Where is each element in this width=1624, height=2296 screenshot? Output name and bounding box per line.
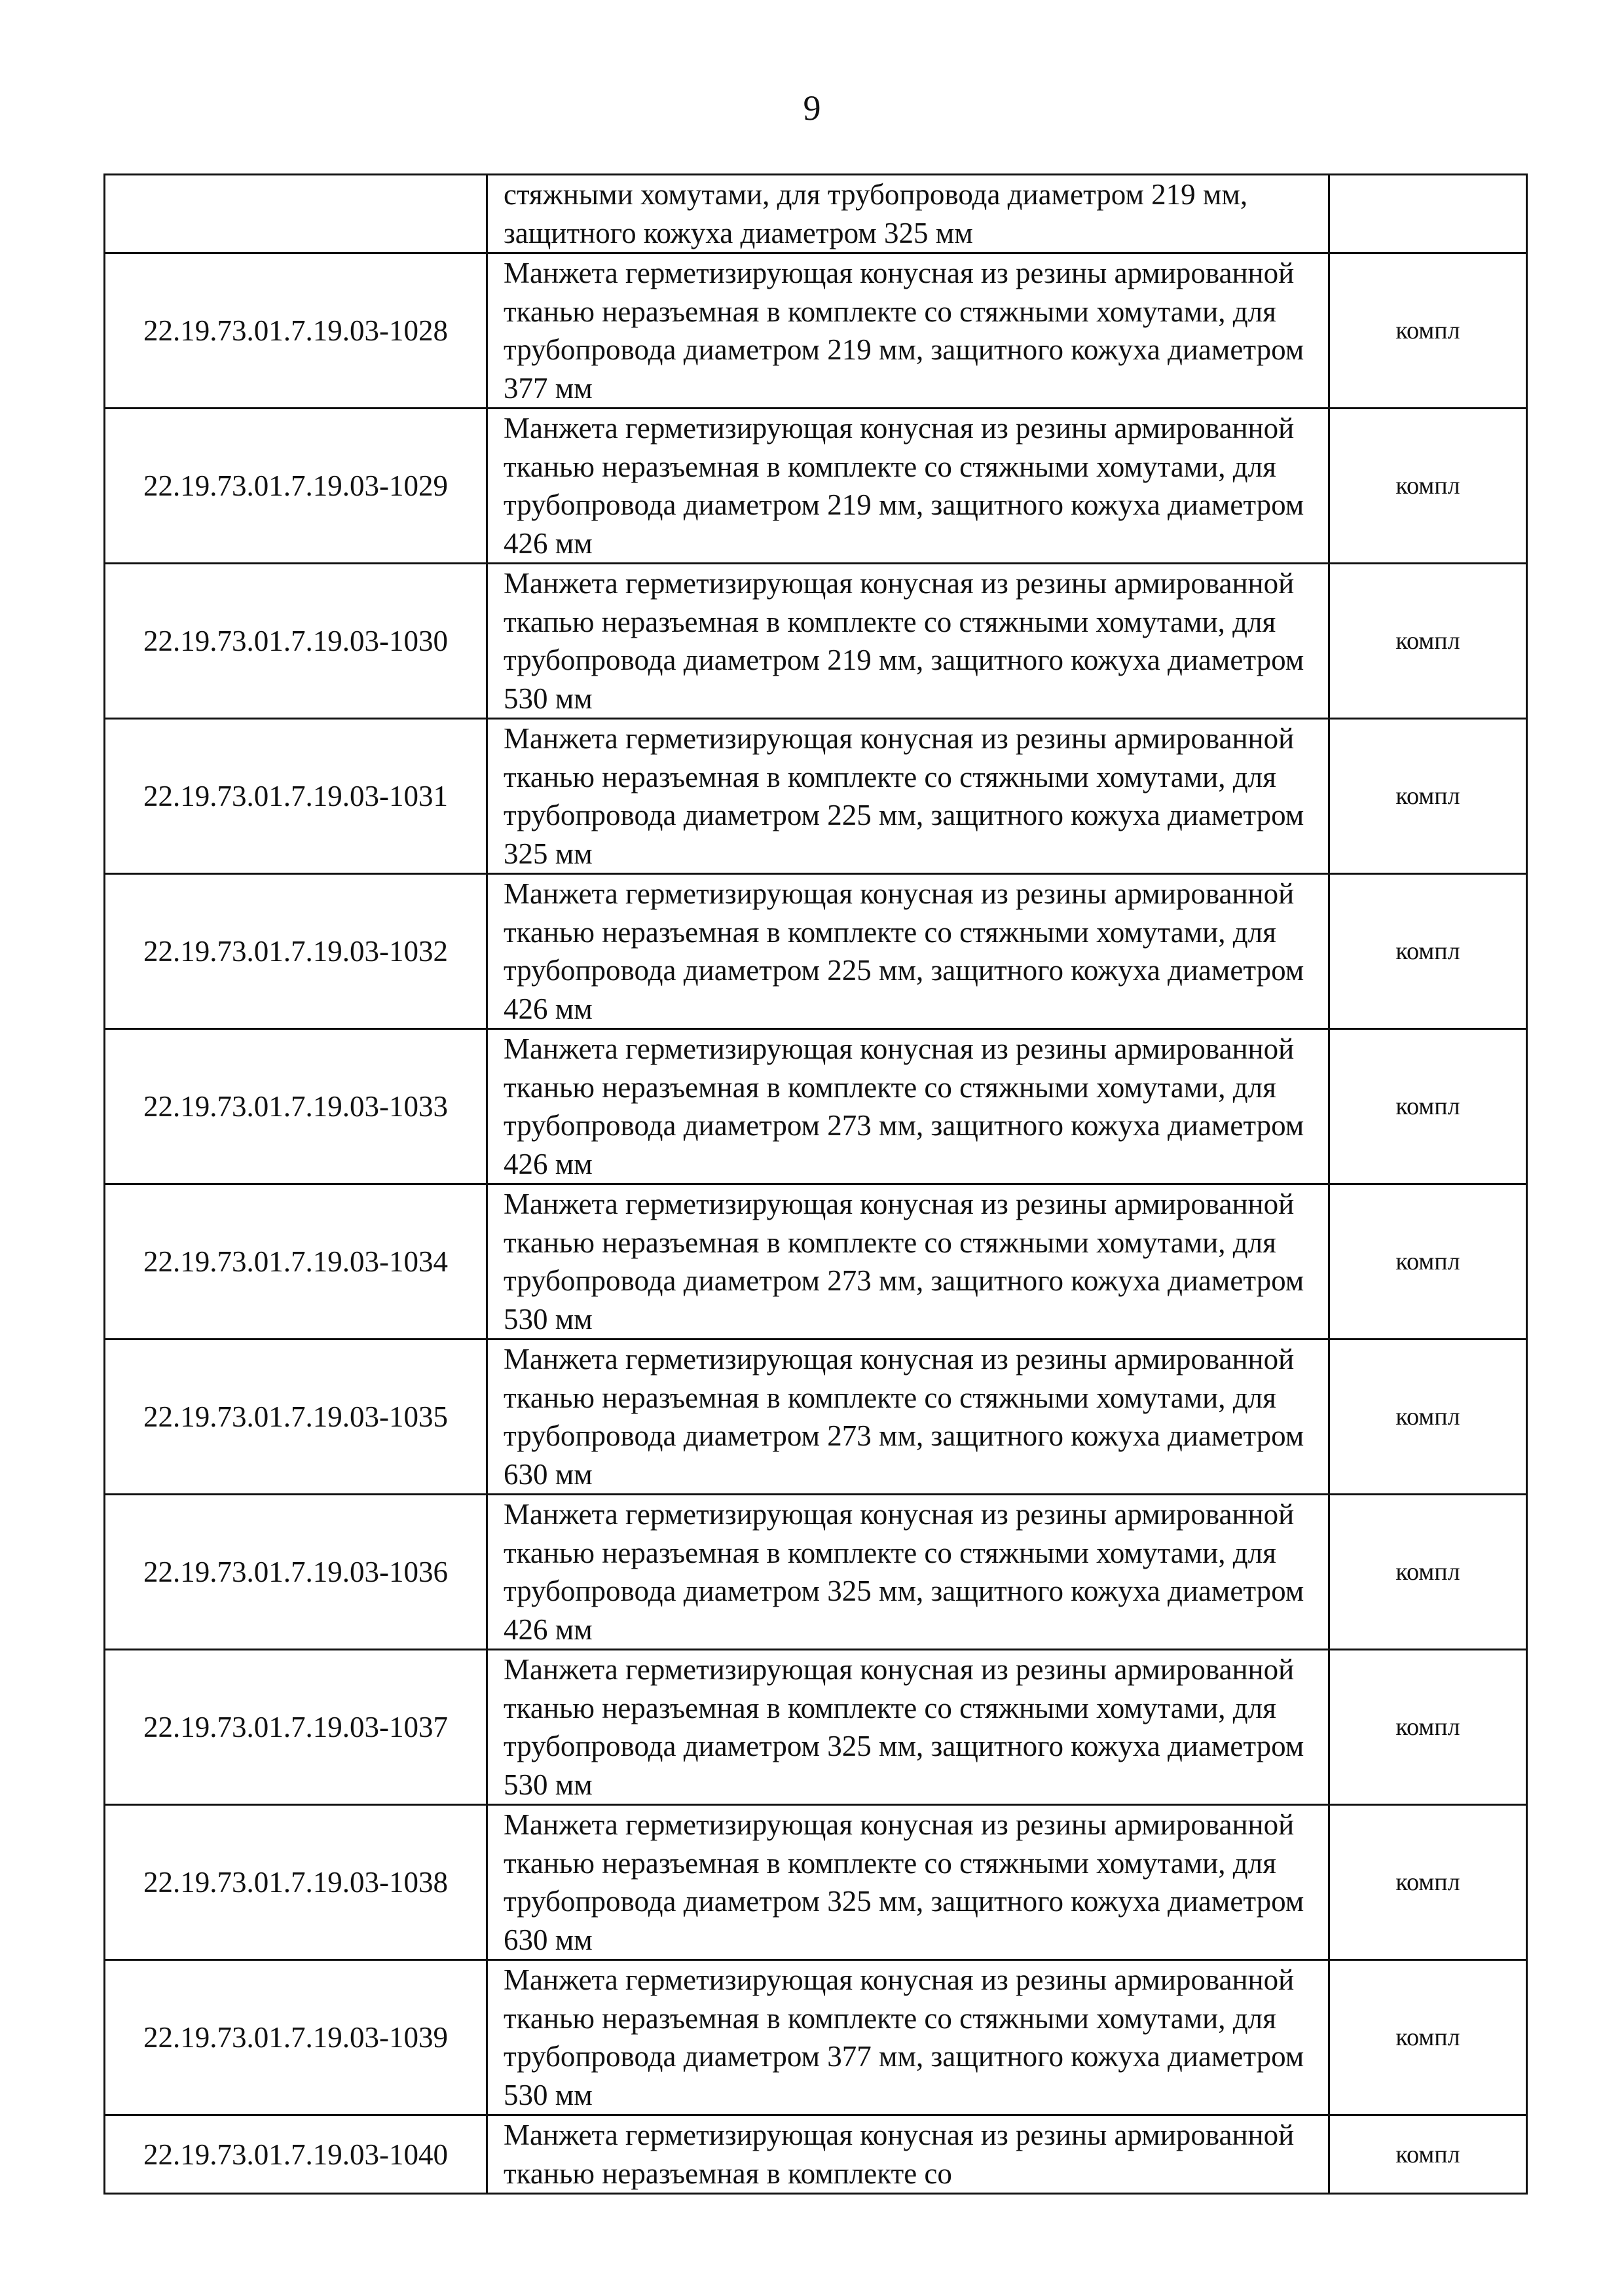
table-row xyxy=(105,1339,1527,1495)
resource-code: 22.19.73.01.7.19.03-1040 xyxy=(105,2115,487,2194)
resource-table xyxy=(103,173,1528,2195)
resource-code xyxy=(105,175,487,253)
unit-of-measure: компл xyxy=(1329,1029,1527,1184)
resource-description: Манжета герметизирующая конусная из резины армированной тканью неразъемная в комплекте со стяжными хомутами, для трубопровода диаметром 325 мм, защитного кожуха диаметром 630 мм xyxy=(487,1805,1329,1960)
unit-of-measure: компл xyxy=(1329,1184,1527,1339)
unit-of-measure xyxy=(1329,175,1527,253)
unit-of-measure: компл xyxy=(1329,1495,1527,1650)
page-number: 9 xyxy=(803,88,821,128)
resource-code: 22.19.73.01.7.19.03-1030 xyxy=(105,564,487,719)
unit-of-measure: компл xyxy=(1329,564,1527,719)
resource-description: Манжета герметизирующая конусная из резины армированной тканью неразъемная в комплекте со стяжными хомутами, для трубопровода диаметром 273 мм, защитного кожуха диаметром 630 мм xyxy=(487,1339,1329,1495)
resource-code: 22.19.73.01.7.19.03-1033 xyxy=(105,1029,487,1184)
unit-of-measure: компл xyxy=(1329,719,1527,874)
unit-of-measure: компл xyxy=(1329,1650,1527,1805)
resource-code: 22.19.73.01.7.19.03-1032 xyxy=(105,874,487,1029)
resource-description: Манжета герметизирующая конусная из резины армированной ткапью неразъемная в комплекте со стяжными хомутами, для трубопровода диаметром 219 мм, защитного кожуха диаметром 530 мм xyxy=(487,564,1329,719)
unit-of-measure: компл xyxy=(1329,1960,1527,2115)
resource-description: стяжными хомутами, для трубопровода диаметром 219 мм, защитного кожуха диаметром 325 мм xyxy=(487,175,1329,253)
resource-code: 22.19.73.01.7.19.03-1031 xyxy=(105,719,487,874)
unit-of-measure: компл xyxy=(1329,253,1527,409)
table-row xyxy=(105,719,1527,874)
table-row xyxy=(105,1495,1527,1650)
table-row xyxy=(105,564,1527,719)
resource-code: 22.19.73.01.7.19.03-1035 xyxy=(105,1339,487,1495)
resource-description: Манжета герметизирующая конусная из резины армированной тканью неразъемная в комплекте со стяжными хомутами, для трубопровода диаметром 273 мм, защитного кожуха диаметром 426 мм xyxy=(487,1029,1329,1184)
table-row xyxy=(105,175,1527,253)
table-row xyxy=(105,1184,1527,1339)
resource-code: 22.19.73.01.7.19.03-1038 xyxy=(105,1805,487,1960)
table-row xyxy=(105,1650,1527,1805)
resource-description: Манжета герметизирующая конусная из резины армированной тканью неразъемная в комплекте со стяжными хомутами, для трубопровода диаметром 219 мм, защитного кожуха диаметром 426 мм xyxy=(487,409,1329,564)
resource-code: 22.19.73.01.7.19.03-1028 xyxy=(105,253,487,409)
table-row xyxy=(105,409,1527,564)
unit-of-measure: компл xyxy=(1329,409,1527,564)
resource-code: 22.19.73.01.7.19.03-1037 xyxy=(105,1650,487,1805)
resource-description: Манжета герметизирующая конусная из резины армированной тканью неразъемная в комплекте со стяжными хомутами, для трубопровода диаметром 225 мм, защитного кожуха диаметром 325 мм xyxy=(487,719,1329,874)
resource-description: Манжета герметизирующая конусная из резины армированной тканью неразъемная в комплекте со стяжными хомутами, для трубопровода диаметром 377 мм, защитного кожуха диаметром 530 мм xyxy=(487,1960,1329,2115)
table-row xyxy=(105,874,1527,1029)
resource-code: 22.19.73.01.7.19.03-1034 xyxy=(105,1184,487,1339)
unit-of-measure: компл xyxy=(1329,2115,1527,2194)
table-row xyxy=(105,1805,1527,1960)
resource-description: Манжета герметизирующая конусная из резины армированной тканью неразъемная в комплекте со стяжными хомутами, для трубопровода диаметром 325 мм, защитного кожуха диаметром 530 мм xyxy=(487,1650,1329,1805)
unit-of-measure: компл xyxy=(1329,874,1527,1029)
resource-code: 22.19.73.01.7.19.03-1029 xyxy=(105,409,487,564)
resource-description: Манжета герметизирующая конусная из резины армированной тканью неразъемная в комплекте со стяжными хомутами, для трубопровода диаметром 325 мм, защитного кожуха диаметром 426 мм xyxy=(487,1495,1329,1650)
table-row xyxy=(105,1029,1527,1184)
resource-description: Манжета герметизирующая конусная из резины армированной тканью неразъемная в комплекте со xyxy=(487,2115,1329,2194)
table-row xyxy=(105,2115,1527,2194)
resource-code: 22.19.73.01.7.19.03-1036 xyxy=(105,1495,487,1650)
resource-description: Манжета герметизирующая конусная из резины армированной тканью неразъемная в комплекте со стяжными хомутами, для трубопровода диаметром 225 мм, защитного кожуха диаметром 426 мм xyxy=(487,874,1329,1029)
unit-of-measure: компл xyxy=(1329,1339,1527,1495)
resource-description: Манжета герметизирующая конусная из резины армированной тканью неразъемная в комплекте со стяжными хомутами, для трубопровода диаметром 219 мм, защитного кожуха диаметром 377 мм xyxy=(487,253,1329,409)
table-row xyxy=(105,253,1527,409)
resource-code: 22.19.73.01.7.19.03-1039 xyxy=(105,1960,487,2115)
unit-of-measure: компл xyxy=(1329,1805,1527,1960)
resource-description: Манжета герметизирующая конусная из резины армированной тканью неразъемная в комплекте со стяжными хомутами, для трубопровода диаметром 273 мм, защитного кожуха диаметром 530 мм xyxy=(487,1184,1329,1339)
table-row xyxy=(105,1960,1527,2115)
